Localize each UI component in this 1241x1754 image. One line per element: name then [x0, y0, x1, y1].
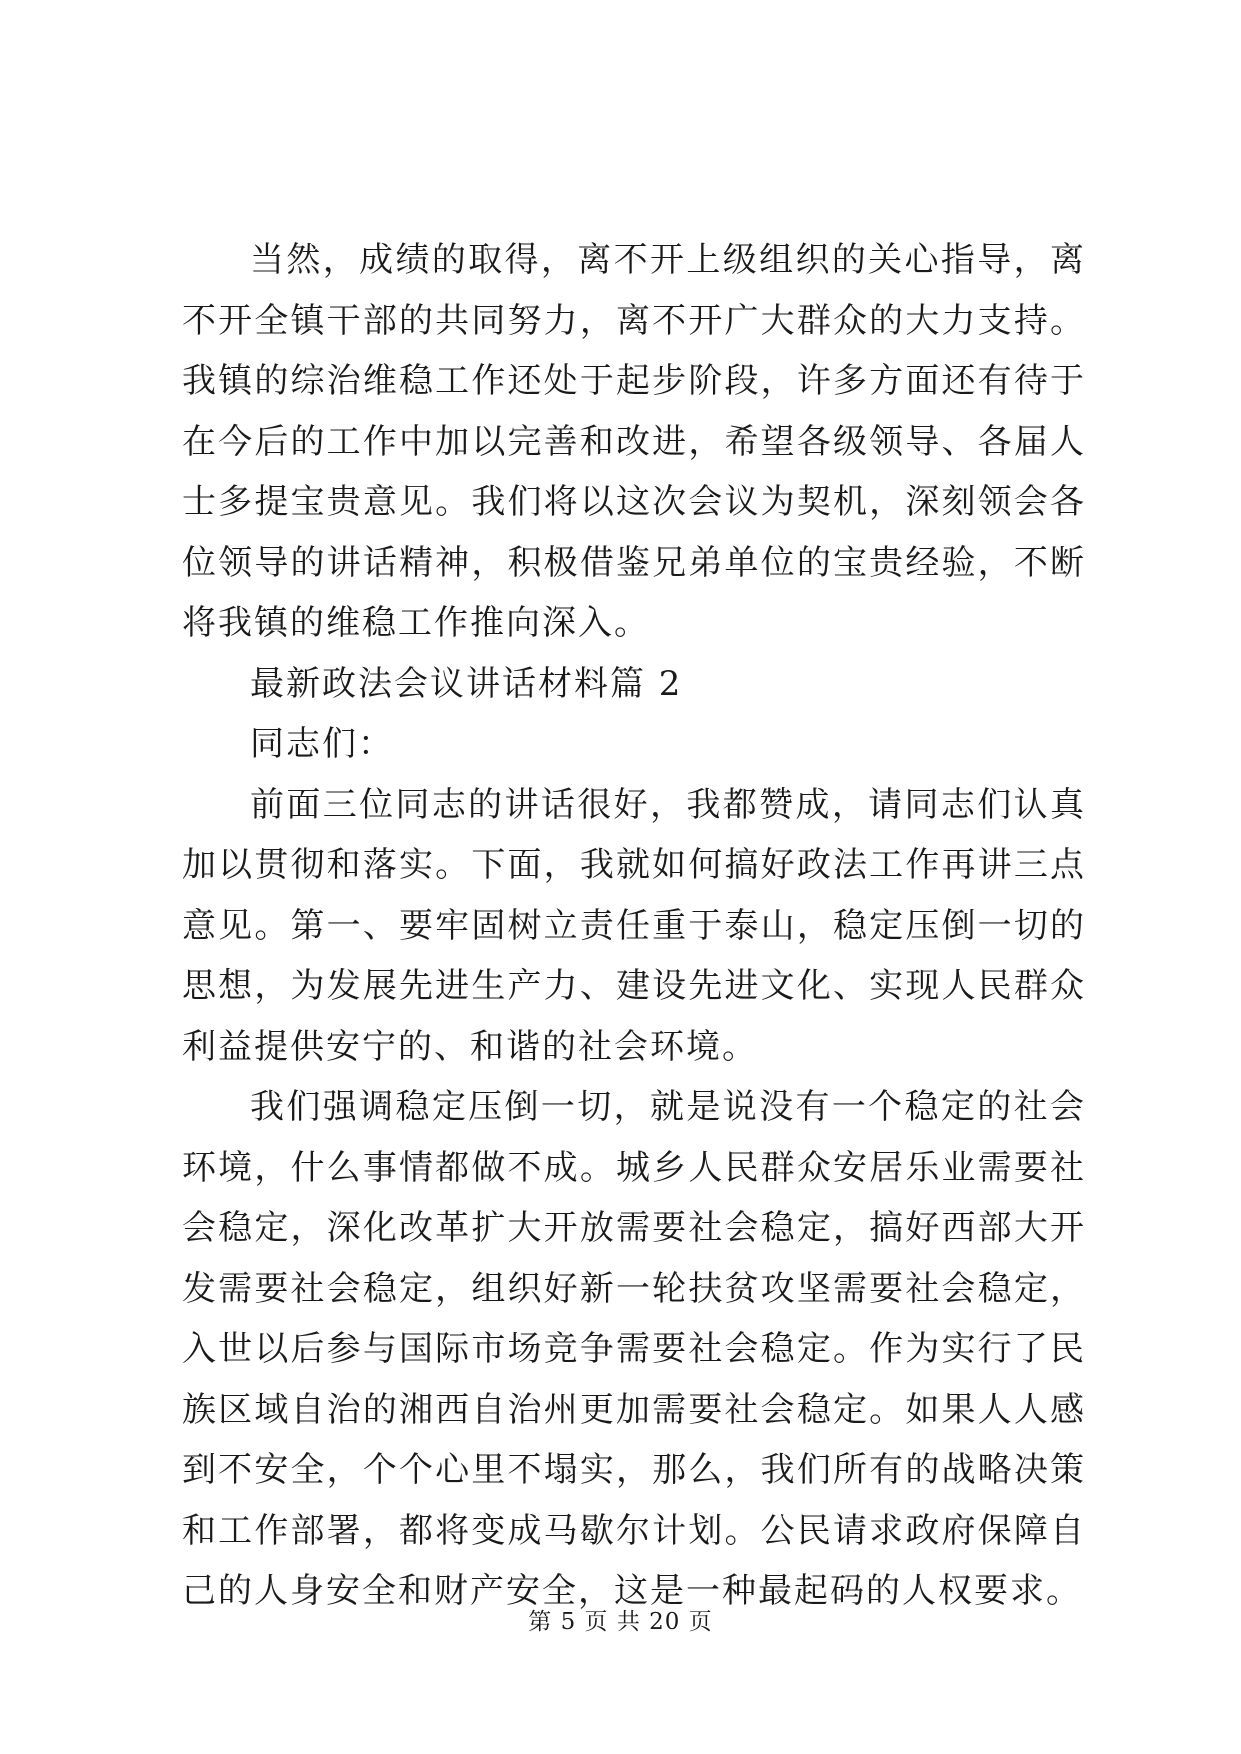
salutation: 同志们：	[250, 724, 394, 764]
document-body	[182, 230, 1086, 1622]
section-heading: 最新政法会议讲话材料篇 2	[250, 663, 683, 704]
paragraph-closing-remarks: 当然，成绩的取得，离不开上级组织的关心指导，离不开全镇干部的共同努力，离不开广大群众的大力支持。我镇的综治维稳工作还处于起步阶段，许多方面还有待于在今后的工作中加以完善和改进，希望各级领导、各届人士多提宝贵意见。我们将以这次会议为契机，深刻领会各位领导的讲话精神，积极借鉴兄弟单位的宝贵经验，不断将我镇的维稳工作推向深入。	[182, 240, 1086, 643]
page-number-footer: 第 5 页 共 20 页	[528, 1609, 713, 1635]
paragraph-opening: 前面三位同志的讲话很好，我都赞成，请同志们认真加以贯彻和落实。下面，我就如何搞好政法工作再讲三点意见。第一、要牢固树立责任重于泰山，稳定压倒一切的思想，为发展先进生产力、建设先进文化、实现人民群众利益提供安宁的、和谐的社会环境。	[182, 784, 1086, 1067]
paragraph-stability: 我们强调稳定压倒一切，就是说没有一个稳定的社会环境，什么事情都做不成。城乡人民群众安居乐业需要社会稳定，深化改革扩大开放需要社会稳定，搞好西部大开发需要社会稳定，组织好新一轮扶贫攻坚需要社会稳定，入世以后参与国际市场竞争需要社会稳定。作为实行了民族区域自治的湘西自治州更加需要社会稳定。如果人人感到不安全，个个心里不塌实，那么，我们所有的战略决策和工作部署，都将变成马歇尔计划。公民请求政府保障自己的人身安全和财产安全，这是一种最起码的人权要求。	[182, 1087, 1086, 1611]
